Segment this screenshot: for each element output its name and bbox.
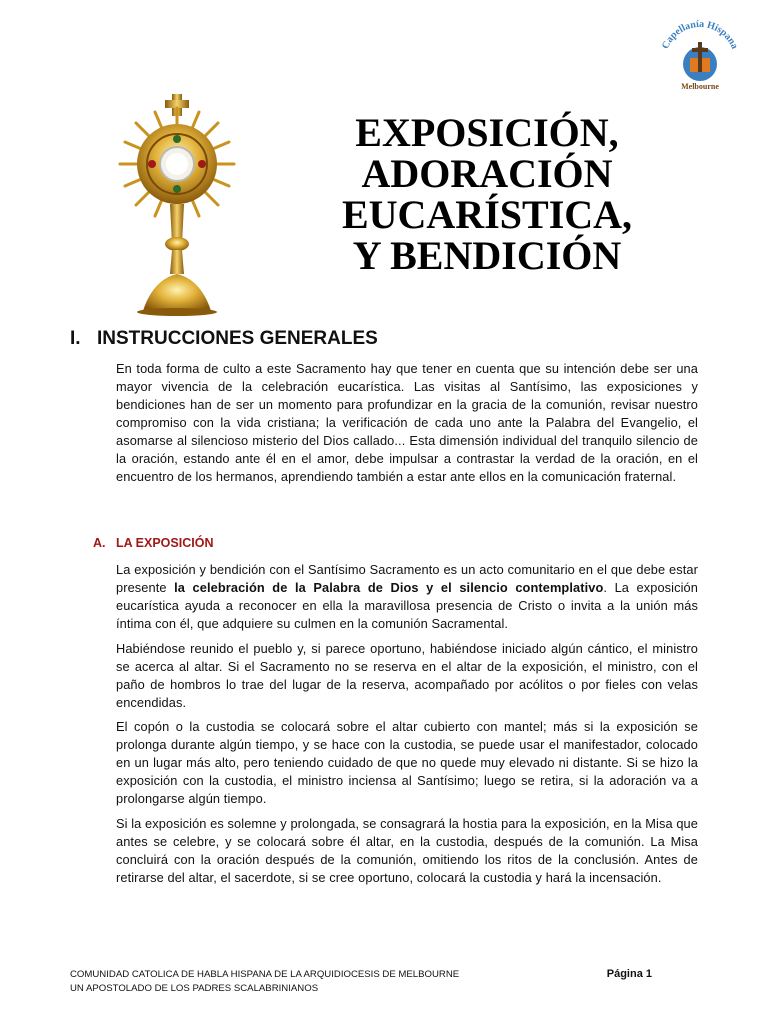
title-line-3: EUCARÍSTICA, <box>341 192 633 237</box>
footer-line-2: UN APOSTOLADO DE LOS PADRES SCALABRINIANOS <box>70 983 319 994</box>
monstrance-image <box>112 94 242 316</box>
exposicion-paragraph-1 <box>116 561 698 633</box>
subsection-heading-exposicion <box>93 536 213 550</box>
section-number: I. <box>70 328 81 349</box>
logo-city: Melbourne <box>681 82 719 91</box>
exposicion-paragraph-2: Habiéndose reunido el pueblo y, si parece oportuno, habiéndose iniciado algún cántico, el ministro se acerca al altar. Si el Sacramento no se reserva en el altar de la exposición, el ministro, con el paño de hombros lo trae del lugar de la reserva, acompañado por acólitos o por fieles con velas encendidas. <box>116 641 698 710</box>
footer-line-1: COMUNIDAD CATOLICA DE HABLA HISPANA DE LA ARQUIDIOCESIS DE MELBOURNE <box>70 969 460 980</box>
exposicion-paragraph-3: El copón o la custodia se colocará sobre el altar cubierto con mantel; más si la exposición se prolonga durante algún tiempo, y se hace con la custodia, se puede usar el manifestador, colocado en un lugar más alto, pero teniendo cuidado de que no quede muy elevado ni distante. Si se hizo la exposición con la custodia, el ministro inciensa al Santísimo; luego se retira, si la adoración va a prolongarse algún tiempo. <box>116 719 698 806</box>
logo-arc-text: Capellanía Hispana <box>659 18 741 51</box>
p1-text-after: . La exposición eucarística ayuda a reconocer en ella la maravillosa presencia de Cristo o invita a la unión más íntima con él, que adquiere su culmen en la comunión Sacramental. <box>116 580 698 631</box>
document-title <box>262 112 712 276</box>
page-number: Página 1 <box>606 968 652 980</box>
p1-bold-text: la celebración de la Palabra de Dios y el silencio contemplativo <box>174 580 604 595</box>
section-heading-general-instructions <box>70 328 378 350</box>
title-line-4: Y BENDICIÓN <box>352 233 622 278</box>
section1-paragraph: En toda forma de culto a este Sacramento hay que tener en cuenta que su intención debe ser una mayor vivencia de la celebración eucarística. Las visitas al Santísimo, las exposiciones y bendiciones han de ser un momento para profundizar en la gracia de la comunión, revisar nuestro compromiso con la vida cristiana; la verificación de cada uno ante la Palabra del Evangelio, el asomarse al silencioso misterio del Dios callado... Esta dimensión individual del tranquilo silencio de la oración, estando ante él en el amor, debe impulsar a contrastar la verdad de la oración, en el encuentro de los hermanos, aprendiendo también a estar ante ellos en la comunicación fraternal. <box>116 361 698 484</box>
section-title: INSTRUCCIONES GENERALES <box>97 328 378 349</box>
page-footer <box>70 968 660 996</box>
subsection-title: LA EXPOSICIÓN <box>116 536 214 550</box>
capellania-logo <box>657 12 743 92</box>
title-line-1: EXPOSICIÓN, <box>355 110 619 155</box>
p1-text-before: La exposición y bendición con el Santísimo Sacramento es un acto comunitario en el que debe estar presente <box>116 562 698 595</box>
exposicion-paragraph-4: Si la exposición es solemne y prolongada, se consagrará la hostia para la exposición, en la Misa que antes se celebre, y se colocará sobre él altar, en la custodia, después de la comunión. La Misa concluirá con la oración después de la comunión, omitiendo los ritos de la conclusión. Antes de retirarse del altar, el sacerdote, si se cree oportuno, colocará la custodia y hará la incensación. <box>116 816 698 885</box>
subsection-letter: A. <box>93 536 106 550</box>
title-line-2: ADORACIÓN <box>361 151 613 196</box>
